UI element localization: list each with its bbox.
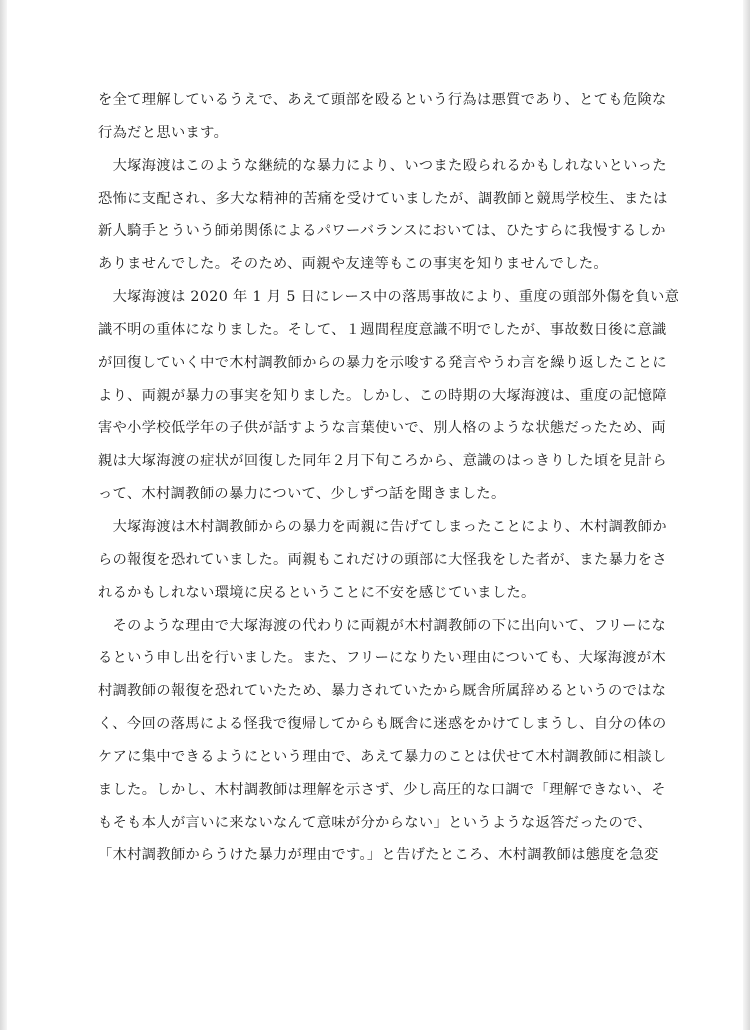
text-line: って、木村調教師の暴力について、少しずつ話を聞きました。	[98, 486, 506, 503]
text-line: 大塚海渡は 2020 年 1 月 5 日にレース中の落馬事故により、重度の頭部外傷を負い意	[98, 289, 680, 306]
text-line: らの報復を恐れていました。両親もこれだけの頭部に大怪我をした者が、また暴力をさ	[98, 551, 667, 568]
text-line: るという申し出を行いました。また、フリーになりたい理由についても、大塚海渡が木	[98, 650, 667, 667]
page-edge-left	[0, 0, 7, 1030]
text-line: 親は大塚海渡の症状が回復した同年２月下旬ころから、意識のはっきりした頃を見計ら	[98, 453, 667, 470]
text-line: が回復していく中で木村調教師からの暴力を示唆する発言やうわ言を繰り返したことに	[98, 354, 667, 371]
text-line: そのような理由で大塚海渡の代わりに両親が木村調教師の下に出向いて、フリーにな	[98, 617, 667, 634]
text-line: 大塚海渡は木村調教師からの暴力を両親に告げてしまったことにより、木村調教師か	[98, 518, 667, 535]
text-line: ありませんでした。そのため、両親や友達等もこの事実を知りませんでした。	[98, 256, 608, 273]
text-line: 害や小学校低学年の子供が話すような言葉使いで、別人格のような状態だったため、両	[98, 420, 667, 437]
text-line: もそも本人が言いに来ないなんて意味が分からない」というような返答だったので、	[98, 814, 653, 831]
text-line: 村調教師の報復を恐れていたため、暴力されていたから厩舎所属辞めるというのではな	[98, 683, 667, 700]
text-line: 新人騎手とういう師弟関係によるパワーバランスにおいては、ひたすらに我慢するしか	[98, 223, 666, 240]
document-body	[98, 84, 682, 872]
page-edge-right	[743, 0, 750, 1030]
text-line: 「木村調教師からうけた暴力が理由です。」と告げたところ、木村調教師は態度を急変	[98, 847, 659, 864]
text-line: ました。しかし、木村調教師は理解を示さず、少し高圧的な口調で「理解できない、そ	[98, 781, 666, 798]
text-line: 識不明の重体になりました。そして、１週間程度意識不明でしたが、事故数日後に意識	[98, 321, 667, 338]
text-line: れるかもしれない環境に戻るということに不安を感じていました。	[98, 584, 536, 601]
text-line: く、今回の落馬による怪我で復帰してからも厩舎に迷惑をかけてしまうし、自分の体の	[98, 716, 667, 733]
text-line: 恐怖に支配され、多大な精神的苦痛を受けていましたが、調教師と競馬学校生、または	[98, 190, 668, 207]
text-line: より、両親が暴力の事実を知りました。しかし、この時期の大塚海渡は、重度の記憶障	[98, 387, 667, 404]
text-line: ケアに集中できるようにという理由で、あえて暴力のことは伏せて木村調教師に相談し	[98, 748, 667, 765]
text-line: 大塚海渡はこのような継続的な暴力により、いつまた殴られるかもしれないといった	[98, 157, 667, 174]
text-line: を全て理解しているうえで、あえて頭部を殴るという行為は悪質であり、とても危険な	[98, 92, 667, 108]
text-line: 行為だと思います。	[98, 124, 229, 141]
